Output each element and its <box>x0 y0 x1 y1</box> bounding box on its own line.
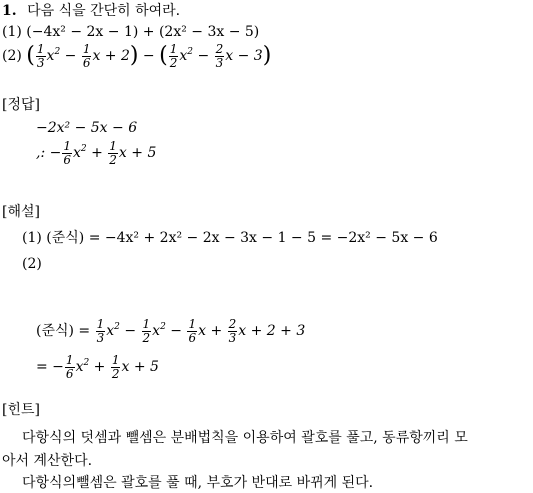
hint-header: [힌트] <box>2 402 40 418</box>
explanation-eq-1: (준식) = $\frac{1}{3}$ $x^2$ − $\frac{1}{2}$ $x^2$ − $\frac{1}{6}$ x + $\frac{2}{3}$ x + 2 + 3 <box>36 316 306 345</box>
answer-line-2-prefix: ,: − <box>36 145 62 161</box>
question-text: 다음 식을 간단히 하여라. <box>27 3 181 19</box>
hint-line-2: 아서 계산한다. <box>2 453 93 469</box>
explanation-eq-1-prefix: (준식) = <box>36 323 91 339</box>
answer-line-2: ,: − $\frac{1}{6}$ $x^2$ + $\frac{1}{2}$ x + 5 <box>36 138 157 167</box>
question-item-1: (1) (−4x² − 2x − 1) + (2x² − 3x − 5) <box>2 24 260 40</box>
answer-header: [정답] <box>2 97 40 113</box>
explanation-eq-2: = − $\frac{1}{6}$ $x^2$ + $\frac{1}{2}$ x + 5 <box>36 352 159 381</box>
question-item-2 <box>2 41 271 71</box>
explanation-line-2: (2) <box>22 256 42 272</box>
answer-line-1: −2x² − 5x − 6 <box>36 120 138 136</box>
question-header <box>2 3 180 19</box>
question-item-2-expression: ( $\frac{1}{3}$ $x^2$ − $\frac{1}{6}$ x + 2) − ( $\frac{1}{2}$ $x^2$ − $\frac{2}{3}$ x − 3) <box>26 41 272 70</box>
question-item-2-label: (2) <box>2 48 22 64</box>
explanation-header: [해설] <box>2 204 40 220</box>
hint-line-3: 다항식의뺄셈은 괄호를 풀 때, 부호가 반대로 바뀌게 된다. <box>22 475 374 491</box>
explanation-line-1: (1) (준식) = −4x² + 2x² − 2x − 3x − 1 − 5 = −2x² − 5x − 6 <box>22 230 438 246</box>
hint-line-1: 다항식의 덧셈과 뺄셈은 분배법칙을 이용하여 괄호를 풀고, 동류항끼리 모 <box>22 430 468 446</box>
explanation-eq-2-prefix: = − <box>36 359 64 375</box>
question-number: 1. <box>2 3 17 19</box>
